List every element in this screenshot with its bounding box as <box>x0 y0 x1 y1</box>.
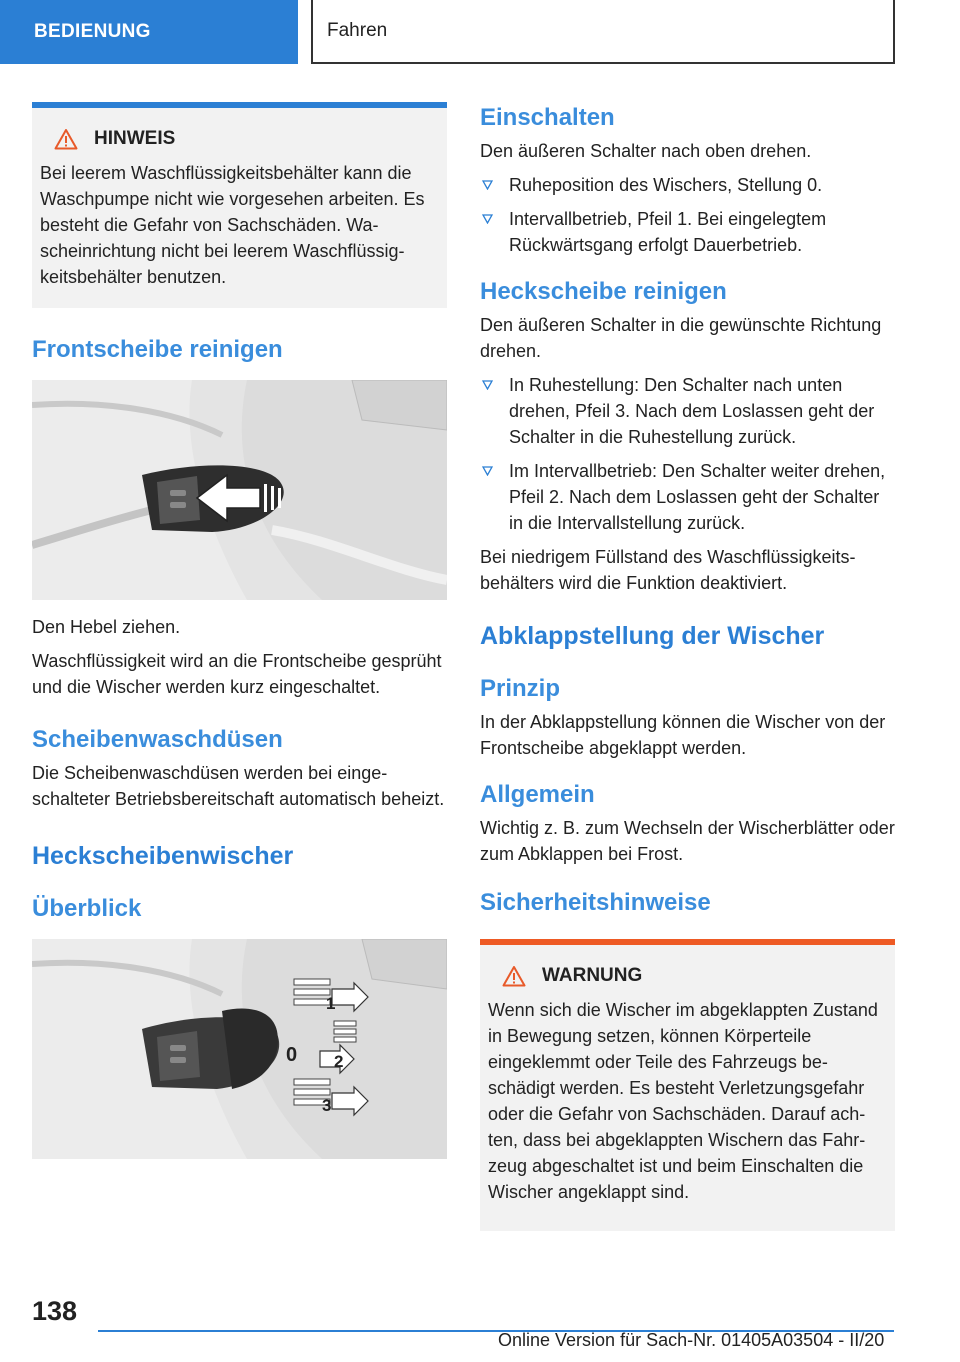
warning-triangle-icon <box>54 128 78 150</box>
safety-heading: Sicherheitshinweise <box>480 889 711 916</box>
switch-on-text: Den äußeren Schalter nach oben drehen. <box>480 141 812 161</box>
page-number: 138 <box>32 1296 78 1326</box>
warning-text: Wenn sich die Wischer im abgeklappten Zustand in Bewegung setzen, können Körperteile eingeklemmt oder Teile des Fahrzeugs beschädigt werden. Es besteht Verletzungsgefahr oder die Gefahr von Sachschäden. Darauf achten, dass bei abgeklappten Wischern das Fahrzeug abgeschaltet ist und beim Einschalten die Wischer angeklappt sind. <box>488 1000 878 1202</box>
rear-clean-text: Den äußeren Schalter in die gewünschte Richtung drehen. <box>480 315 882 361</box>
bullet-triangle-icon <box>482 466 493 476</box>
right-column <box>480 102 895 1231</box>
chapter-title-box <box>311 0 895 64</box>
rear-clean-note: Bei niedrigem Füllstand des Waschflüssigkeitsbehälters wird die Funktion deaktiviert. <box>480 547 856 593</box>
principle-heading: Prinzip <box>480 675 561 702</box>
chapter-title: Fahren <box>327 20 388 41</box>
fold-position-heading: Abklappstellung der Wischer <box>480 622 825 650</box>
front-clean-step: Den Hebel ziehen. <box>32 617 181 637</box>
bullet-triangle-icon <box>482 214 493 224</box>
list-item: Ruheposition des Wischers, Stellung 0. <box>480 172 895 198</box>
rear-clean-heading: Heckscheibe reinigen <box>480 278 727 305</box>
note-text: Bei leerem Waschflüssigkeitsbehälter kann die Waschpumpe nicht wie vorgesehen arbeiten. Es besteht die Gefahr von Sachschäden. Wascheinrichtung nicht bei leerem Waschflüssigkeitsbehälter benutzen. <box>40 163 425 287</box>
rear-wiper-switch-figure <box>32 939 447 1159</box>
warning-label: WARNUNG <box>542 965 643 986</box>
front-wash-lever-figure <box>32 380 447 600</box>
switch-on-list <box>480 172 895 258</box>
warning-header <box>502 965 887 987</box>
principle-text: In der Abklappstellung können die Wischer von der Frontscheibe abgeklappt werden. <box>480 712 886 758</box>
label-position-0: 0 <box>286 1044 298 1066</box>
warning-triangle-icon <box>502 965 526 987</box>
bullet-triangle-icon <box>482 380 493 390</box>
warning-box <box>480 939 895 1231</box>
note-label: HINWEIS <box>94 128 176 149</box>
footer-version-text: Online Version für Sach-Nr. 01405A03504 - II/20 <box>498 1330 885 1350</box>
overview-heading: Überblick <box>32 895 142 922</box>
general-heading: Allgemein <box>480 781 595 808</box>
front-clean-heading: Frontscheibe reinigen <box>32 336 283 363</box>
section-label: BEDIENUNG <box>34 21 151 42</box>
list-item: In Ruhestellung: Den Schalter nach unten drehen, Pfeil 3. Nach dem Loslassen geht der Schalter in die Ruhestellung zurück. <box>480 372 895 450</box>
nozzle-heading: Scheibenwaschdüsen <box>32 726 283 753</box>
label-position-2: 2 <box>334 1052 344 1071</box>
nozzle-text: Die Scheibenwaschdüsen werden bei eingeschalteter Betriebsbereitschaft automatisch beheizt. <box>32 763 445 809</box>
front-clean-desc: Waschflüssigkeit wird an die Frontscheibe gesprüht und die Wischer werden kurz eingeschaltet. <box>32 651 442 697</box>
switch-on-heading: Einschalten <box>480 104 615 131</box>
bullet-triangle-icon <box>482 180 493 190</box>
note-box <box>32 102 447 308</box>
list-item: Intervallbetrieb, Pfeil 1. Bei eingelegtem Rückwärtsgang erfolgt Dauerbetrieb. <box>480 206 895 258</box>
label-position-3: 3 <box>322 1096 332 1115</box>
section-tab <box>0 0 298 64</box>
list-item: Im Intervallbetrieb: Den Schalter weiter drehen, Pfeil 2. Nach dem Loslassen geht der Schalter in die Intervallstellung zurück. <box>480 458 895 536</box>
label-position-1: 1 <box>326 994 336 1013</box>
left-column <box>32 102 447 1159</box>
general-text: Wichtig z. B. zum Wechseln der Wischerblätter oder zum Abklappen bei Frost. <box>480 818 895 864</box>
rear-wiper-heading: Heckscheibenwischer <box>32 842 294 870</box>
note-header <box>54 128 439 150</box>
rear-clean-list <box>480 372 895 536</box>
